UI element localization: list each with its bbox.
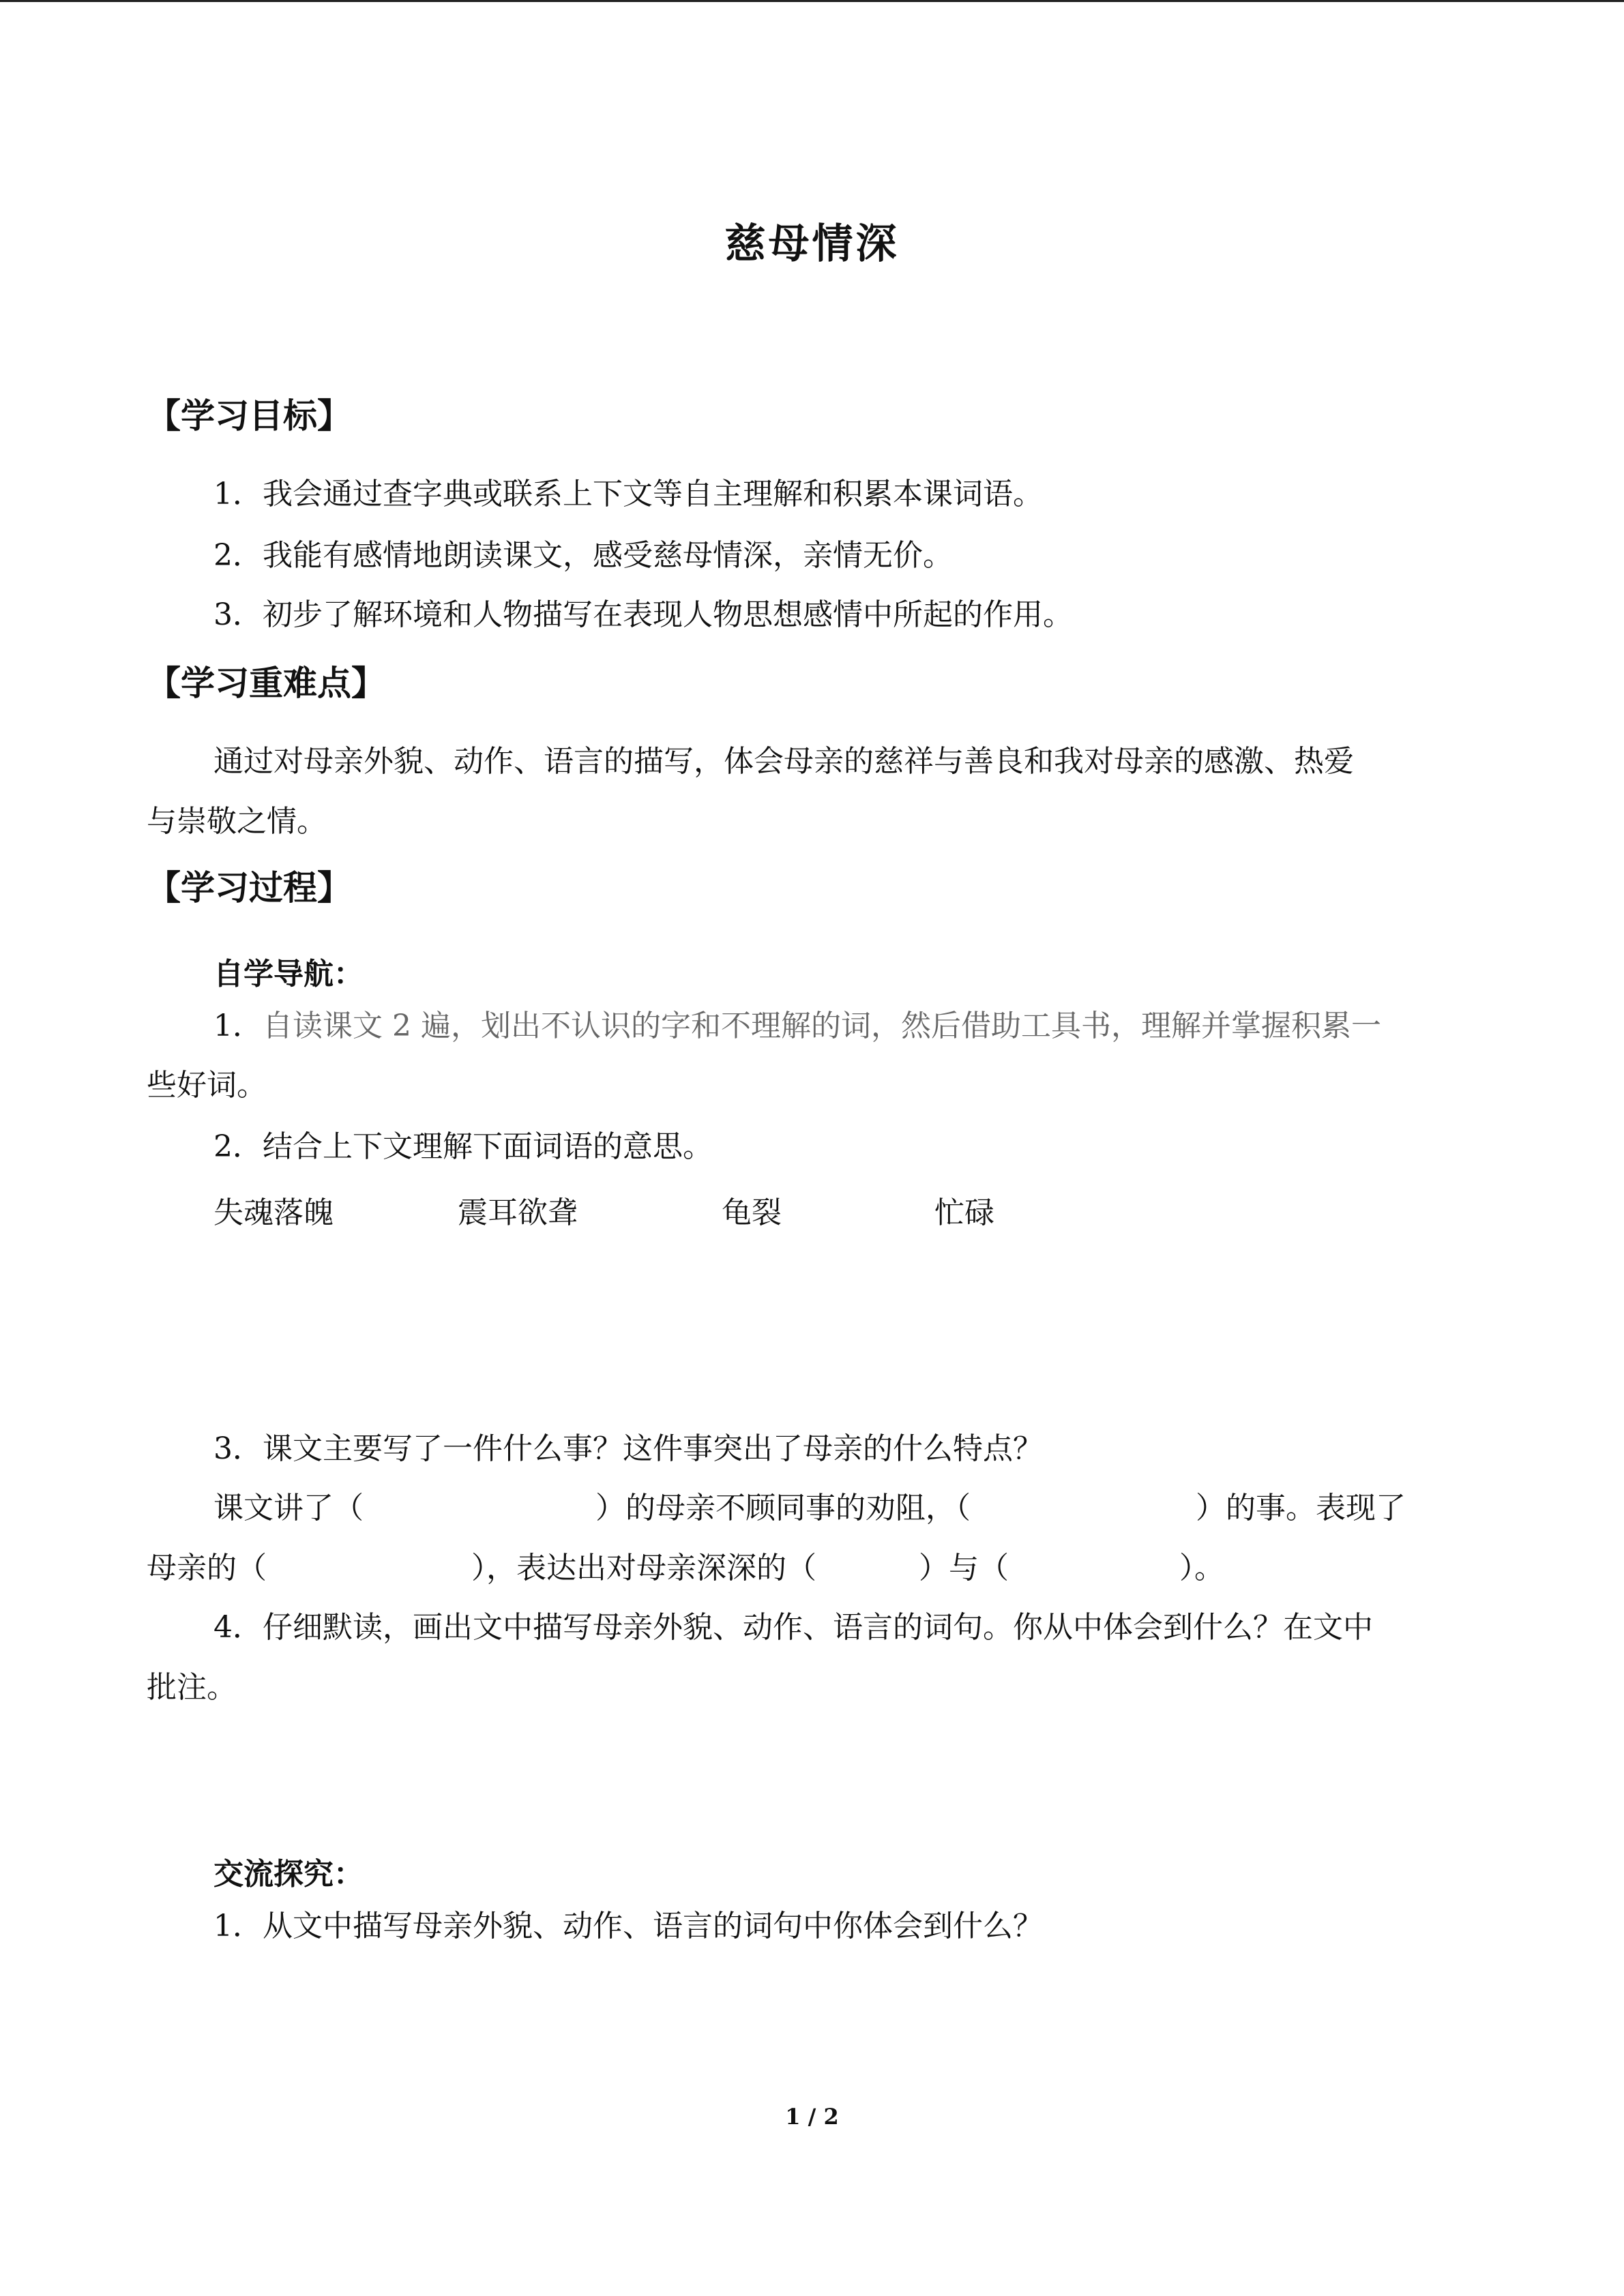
vocab-word-1: 失魂落魄 bbox=[213, 1195, 334, 1230]
fill-text: ）的事。表现了 bbox=[1196, 1491, 1406, 1525]
fill-text: ）的母亲不顾同事的劝阻，（ bbox=[595, 1491, 971, 1525]
fill-text: ）。 bbox=[1179, 1551, 1224, 1585]
section-heading-key-points: 【学习重难点】 bbox=[147, 664, 385, 703]
key-points-text-line2: 与崇敬之情。 bbox=[147, 804, 327, 839]
vocab-word-2: 震耳欲聋 bbox=[458, 1195, 578, 1230]
item-text: 自读课文 2 遍，划出不认识的字和不理解的词，然后借助工具书，理解并掌握积累一 bbox=[263, 1009, 1381, 1043]
vocab-word-4: 忙碌 bbox=[934, 1195, 994, 1230]
discussion-item-1: 1．从文中描写母亲外貌、动作、语言的词句中你体会到什么？ bbox=[213, 1909, 1043, 1943]
self-study-label: 自学导航： bbox=[213, 957, 364, 992]
self-study-item-4-line1: 4．仔细默读，画出文中描写母亲外貌、动作、语言的词句。你从中体会到什么？在文中 bbox=[213, 1610, 1373, 1645]
fill-text: ），表达出对母亲深深的（ bbox=[471, 1551, 816, 1585]
fill-blank-line2 bbox=[147, 1548, 1224, 1589]
fill-text: ）与（ bbox=[919, 1551, 1009, 1585]
key-points-text-line1: 通过对母亲外貌、动作、语言的描写，体会母亲的慈祥与善良和我对母亲的感激、热爱 bbox=[213, 744, 1354, 779]
fill-blank-line1 bbox=[213, 1488, 1406, 1529]
self-study-item-1-line2: 些好词。 bbox=[147, 1068, 267, 1103]
section-heading-process: 【学习过程】 bbox=[147, 868, 351, 908]
discussion-label: 交流探究： bbox=[213, 1857, 364, 1892]
goal-item-1: 1．我会通过查字典或联系上下文等自主理解和积累本课词语。 bbox=[213, 477, 1043, 511]
goal-item-2: 2．我能有感情地朗读课文，感受慈母情深，亲情无价。 bbox=[213, 538, 953, 573]
item-number: 1． bbox=[213, 1009, 263, 1043]
self-study-item-1-line1 bbox=[213, 1006, 1381, 1047]
section-heading-goals: 【学习目标】 bbox=[147, 396, 351, 436]
page-title: 慈母情深 bbox=[724, 220, 900, 268]
self-study-item-2: 2．结合上下文理解下面词语的意思。 bbox=[213, 1129, 713, 1164]
self-study-item-4-line2: 批注。 bbox=[147, 1670, 237, 1705]
goal-item-3: 3．初步了解环境和人物描写在表现人物思想感情中所起的作用。 bbox=[213, 597, 1073, 632]
fill-text: 母亲的（ bbox=[147, 1551, 267, 1585]
fill-text: 课文讲了（ bbox=[213, 1491, 364, 1525]
vocab-word-3: 龟裂 bbox=[722, 1195, 782, 1230]
page-indicator: 1 / 2 bbox=[785, 2104, 839, 2130]
self-study-item-3: 3．课文主要写了一件什么事？这件事突出了母亲的什么特点？ bbox=[213, 1431, 1043, 1466]
